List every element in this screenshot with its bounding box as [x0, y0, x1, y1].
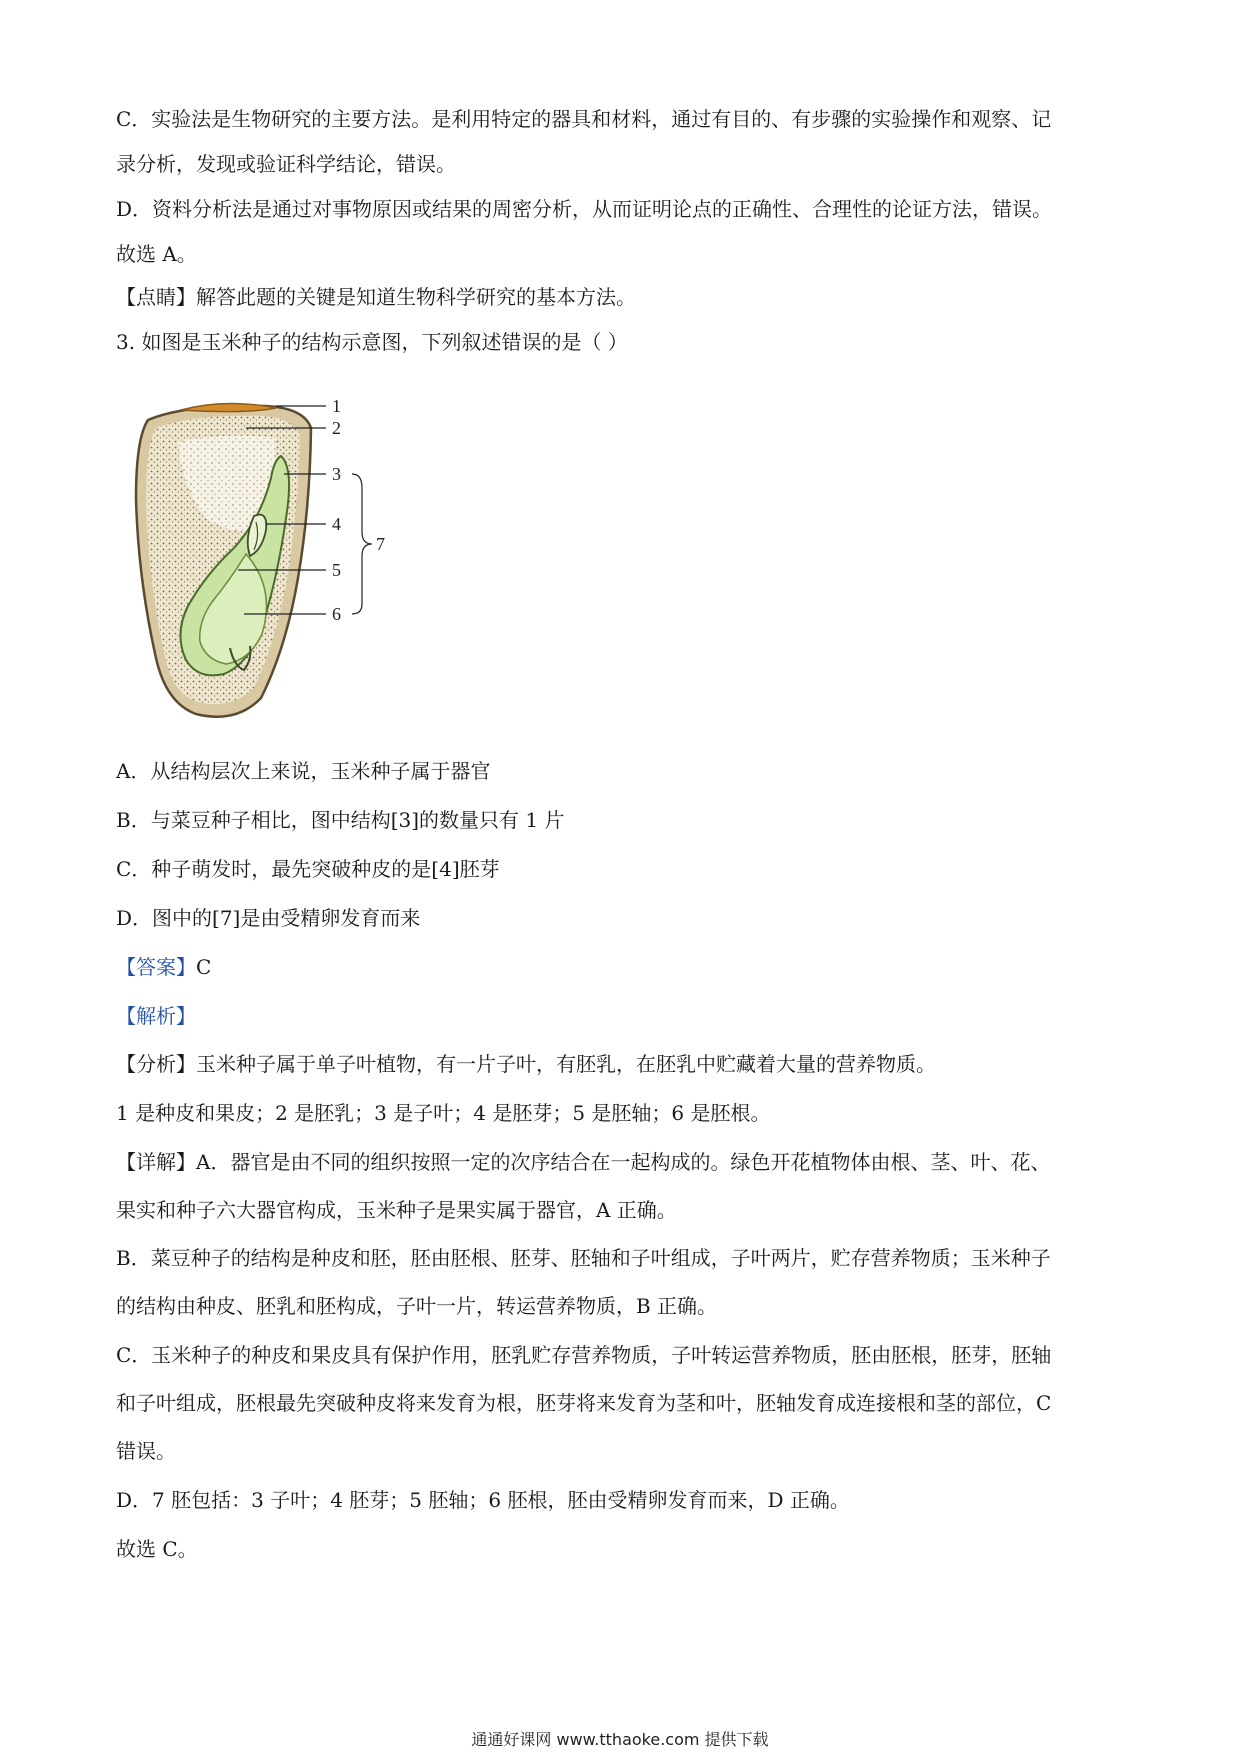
analysis-line: 的结构由种皮、胚乳和胚构成，子叶一片，转运营养物质，B 正确。: [116, 1294, 718, 1318]
figure-label-5: 5: [332, 560, 341, 580]
analysis-line: 果实和种子六大器官构成，玉米种子是果实属于器官，A 正确。: [116, 1198, 677, 1222]
corn-seed-figure: [126, 398, 446, 728]
figure-label-1: 1: [332, 398, 341, 416]
option-d: D．图中的[7]是由受精卵发育而来: [116, 906, 421, 930]
figure-label-6: 6: [332, 604, 341, 624]
option-c: C．种子萌发时，最先突破种皮的是[4]胚芽: [116, 857, 500, 881]
analysis-line: 和子叶组成，胚根最先突破种皮将来发育为根，胚芽将来发育为茎和叶，胚轴发育成连接根和茎的部位，C: [116, 1391, 1052, 1415]
answer-value: C: [196, 955, 212, 979]
page-footer: 通通好课网 www.tthaoke.com 提供下载: [471, 1730, 769, 1749]
analysis-line: 1 是种皮和果皮；2 是胚乳；3 是子叶；4 是胚芽；5 是胚轴；6 是胚根。: [116, 1101, 771, 1125]
analysis-line: D．7 胚包括：3 子叶；4 胚芽；5 胚轴；6 胚根，胚由受精卵发育而来，D 正确。: [116, 1488, 850, 1512]
answer-label: 【答案】: [116, 955, 196, 979]
figure-label-4: 4: [332, 514, 341, 534]
analysis-line: 【分析】玉米种子属于单子叶植物，有一片子叶，有胚乳，在胚乳中贮藏着大量的营养物质。: [116, 1052, 936, 1076]
question-title: 3. 如图是玉米种子的结构示意图，下列叙述错误的是（ ）: [116, 330, 628, 354]
answer-line: [116, 953, 1136, 981]
text-line: 【点睛】解答此题的关键是知道生物科学研究的基本方法。: [116, 285, 636, 309]
figure-label-3: 3: [332, 464, 341, 484]
analysis-line: C．玉米种子的种皮和果皮具有保护作用，胚乳贮存营养物质，子叶转运营养物质，胚由胚根，胚芽，胚轴: [116, 1343, 1052, 1367]
text-line: C．实验法是生物研究的主要方法。是利用特定的器具和材料，通过有目的、有步骤的实验操作和观察、记: [116, 107, 1052, 131]
analysis-label: 【解析】: [116, 1004, 196, 1028]
corn-seed-diagram: [126, 398, 446, 728]
option-b: B．与菜豆种子相比，图中结构[3]的数量只有 1 片: [116, 808, 565, 832]
analysis-line: 【详解】A．器官是由不同的组织按照一定的次序结合在一起构成的。绿色开花植物体由根、茎、叶、花、: [116, 1150, 1051, 1174]
analysis-line: 错误。: [116, 1439, 176, 1463]
option-a: A．从结构层次上来说，玉米种子属于器官: [116, 759, 491, 783]
text-line: D．资料分析法是通过对事物原因或结果的周密分析，从而证明论点的正确性、合理性的论证方法，错误。: [116, 197, 1053, 221]
figure-label-7: 7: [376, 534, 385, 554]
analysis-line: 故选 C。: [116, 1537, 198, 1561]
text-line: 故选 A。: [116, 242, 197, 266]
analysis-line: B．菜豆种子的结构是种皮和胚，胚由胚根、胚芽、胚轴和子叶组成，子叶两片，贮存营养物质；玉米种子: [116, 1246, 1051, 1270]
figure-label-2: 2: [332, 418, 341, 438]
text-line: 录分析，发现或验证科学结论，错误。: [116, 152, 456, 176]
